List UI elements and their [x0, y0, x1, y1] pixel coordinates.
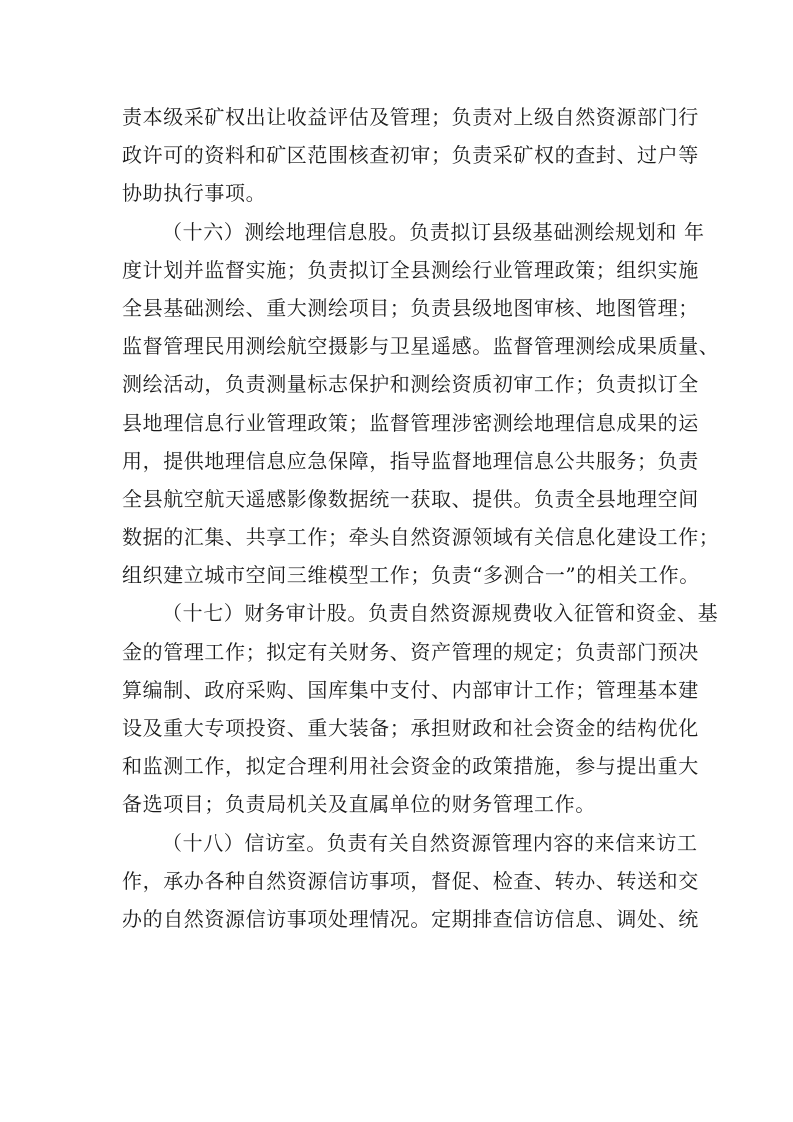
text-line: 算编制、政府采购、国库集中支付、内部审计工作；管理基本建 [122, 677, 699, 702]
text-line: 测绘活动，负责测量标志保护和测绘资质初审工作；负责拟订全 [122, 372, 699, 397]
text-line: 办的自然资源信访事项处理情况。定期排查信访信息、调处、统 [122, 906, 699, 931]
text-line: 县地理信息行业管理政策；监督管理涉密测绘地理信息成果的运 [122, 410, 699, 435]
section-heading-line: （十八）信访室。负责有关自然资源管理内容的来信来访工 [162, 830, 698, 855]
text-line: 设及重大专项投资、重大装备；承担财政和社会资金的结构优化 [122, 716, 699, 740]
section-heading-line: （十七）财务审计股。负责自然资源规费收入征管和资金、基 [162, 601, 719, 626]
text-line: 协助执行事项。 [122, 181, 267, 206]
text-line: 备选项目；负责局机关及直属单位的财务管理工作。 [122, 792, 596, 817]
text-line: 政许可的资料和矿区范围核查初审；负责采矿权的查封、过户等 [122, 143, 699, 168]
text-line: 监督管理民用测绘航空摄影与卫星遥感。监督管理测绘成果质量、 [122, 334, 720, 359]
document-body [122, 98, 720, 938]
text-line: 和监测工作，拟定合理利用社会资金的政策措施，参与提出重大 [122, 754, 699, 779]
section-heading-line: （十六）测绘地理信息股。负责拟订县级基础测绘规划和 年 [162, 219, 705, 244]
text-line: 作，承办各种自然资源信访事项，督促、检查、转办、转送和交 [122, 868, 699, 893]
text-line: 用，提供地理信息应急保障，指导监督地理信息公共服务；负责 [122, 448, 699, 473]
text-line: 责本级采矿权出让收益评估及管理；负责对上级自然资源部门行 [122, 105, 699, 129]
text-line: 组织建立城市空间三维模型工作；负责“多测合一”的相关工作。 [122, 563, 700, 588]
text-line: 度计划并监督实施；负责拟订全县测绘行业管理政策；组织实施 [122, 257, 699, 282]
text-line: 数据的汇集、共享工作；牵头自然资源领域有关信息化建设工作； [122, 525, 720, 550]
text-line: 金的管理工作；拟定有关财务、资产管理的规定；负责部门预决 [122, 639, 699, 664]
text-line: 全县基础测绘、重大测绘项目；负责县级地图审核、地图管理； [122, 295, 699, 320]
text-line: 全县航空航天遥感影像数据统一获取、提供。负责全县地理空间 [122, 486, 699, 511]
